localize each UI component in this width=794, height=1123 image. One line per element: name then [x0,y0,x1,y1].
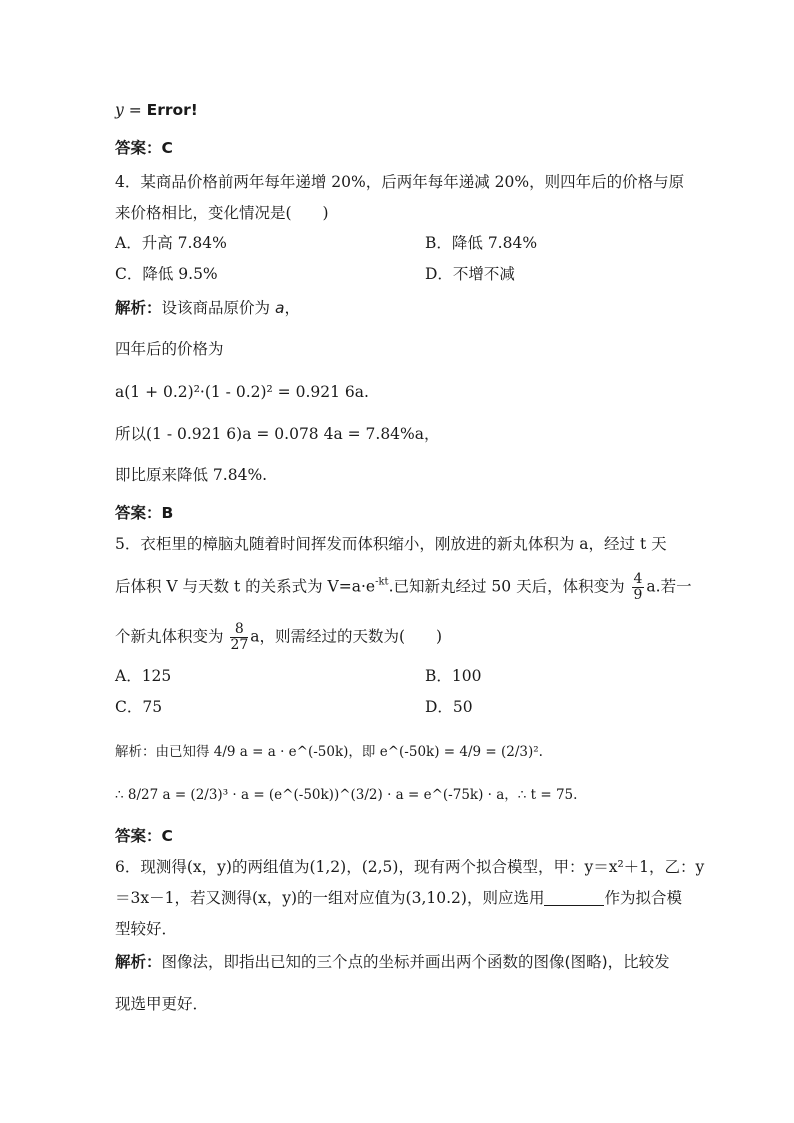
question-6-line-2: ＝3x－1，若又测得(x，y)的一组对应值为(3,10.2)，则应选用 作为拟合模 [115,889,682,907]
question-5-line-3: 个新丸体积变为 $\frac{8}{27}$ a，则需经过的天数为( ) [115,621,443,653]
solution-4-line-4: 所以(1 - 0.921 6)a = 0.078 4a = 7.84%a， [115,425,440,443]
solution-4-line-3: a(1 + 0.2)²·(1 - 0.2)² = 0.921 6a. [115,383,369,401]
answer-5: 答案：C [115,827,173,845]
option-4a: A．升高 7.84% [115,234,227,252]
fraction-4-9: $\frac{4}{9}$ [633,571,643,603]
question-6-line-3: 型较好． [115,920,178,938]
fraction-8-27: $\frac{8}{27}$ [230,621,249,653]
question-5-line-1: 5．衣柜里的樟脑丸随着时间挥发而体积缩小，刚放进的新丸体积为 a，经过 t 天 [115,535,667,553]
question-4-line-1: 4．某商品价格前两年每年递增 20%，后两年每年递减 20%，则四年后的价格与原 [115,173,685,191]
solution-5-line-1: 解析：由已知得 4/9 a = a · e^(-50k)，即 e^(-50k) = 4/9 = (2/3)². [115,744,543,760]
solution-6-line-1: 解析：图像法，即指出已知的三个点的坐标并画出两个函数的图像(图略)，比较发 [115,953,670,971]
solution-6-line-2: 现选甲更好． [115,995,209,1013]
option-5c: C．75 [115,698,163,716]
error-line: y = Error! [115,101,198,119]
question-6-line-1: 6．现测得(x，y)的两组值为(1,2)，(2,5)，现有两个拟合模型，甲：y＝x²＋1，乙：y [115,858,705,876]
solution-5-line-2: ∴ 8/27 a = (2/3)³ · a = (e^(-50k))^(3/2) · a = e^(-75k) · a，∴ t = 75. [115,787,578,803]
option-5b: B．100 [425,667,482,685]
solution-4-line-1: 解析：设该商品原价为 a， [115,299,300,317]
option-4c: C．降低 9.5% [115,265,218,283]
answer-blank [544,891,604,906]
question-4-line-2: 来价格相比，变化情况是( ) [115,204,329,222]
answer-4: 答案：B [115,504,174,522]
solution-4-line-5: 即比原来降低 7.84%. [115,466,268,484]
option-5a: A．125 [115,667,172,685]
answer-3: 答案：C [115,139,173,157]
option-4d: D．不增不减 [425,265,515,283]
option-5d: D．50 [425,698,473,716]
solution-4-line-2: 四年后的价格为 [115,340,224,358]
question-5-line-2: 后体积 V 与天数 t 的关系式为 $V=a\cdot e^{-kt}$.已知新丸经过 50 天后，体积变为 $\frac{4}{9}$ a.若一 [115,571,692,603]
option-4b: B．降低 7.84% [425,234,538,252]
